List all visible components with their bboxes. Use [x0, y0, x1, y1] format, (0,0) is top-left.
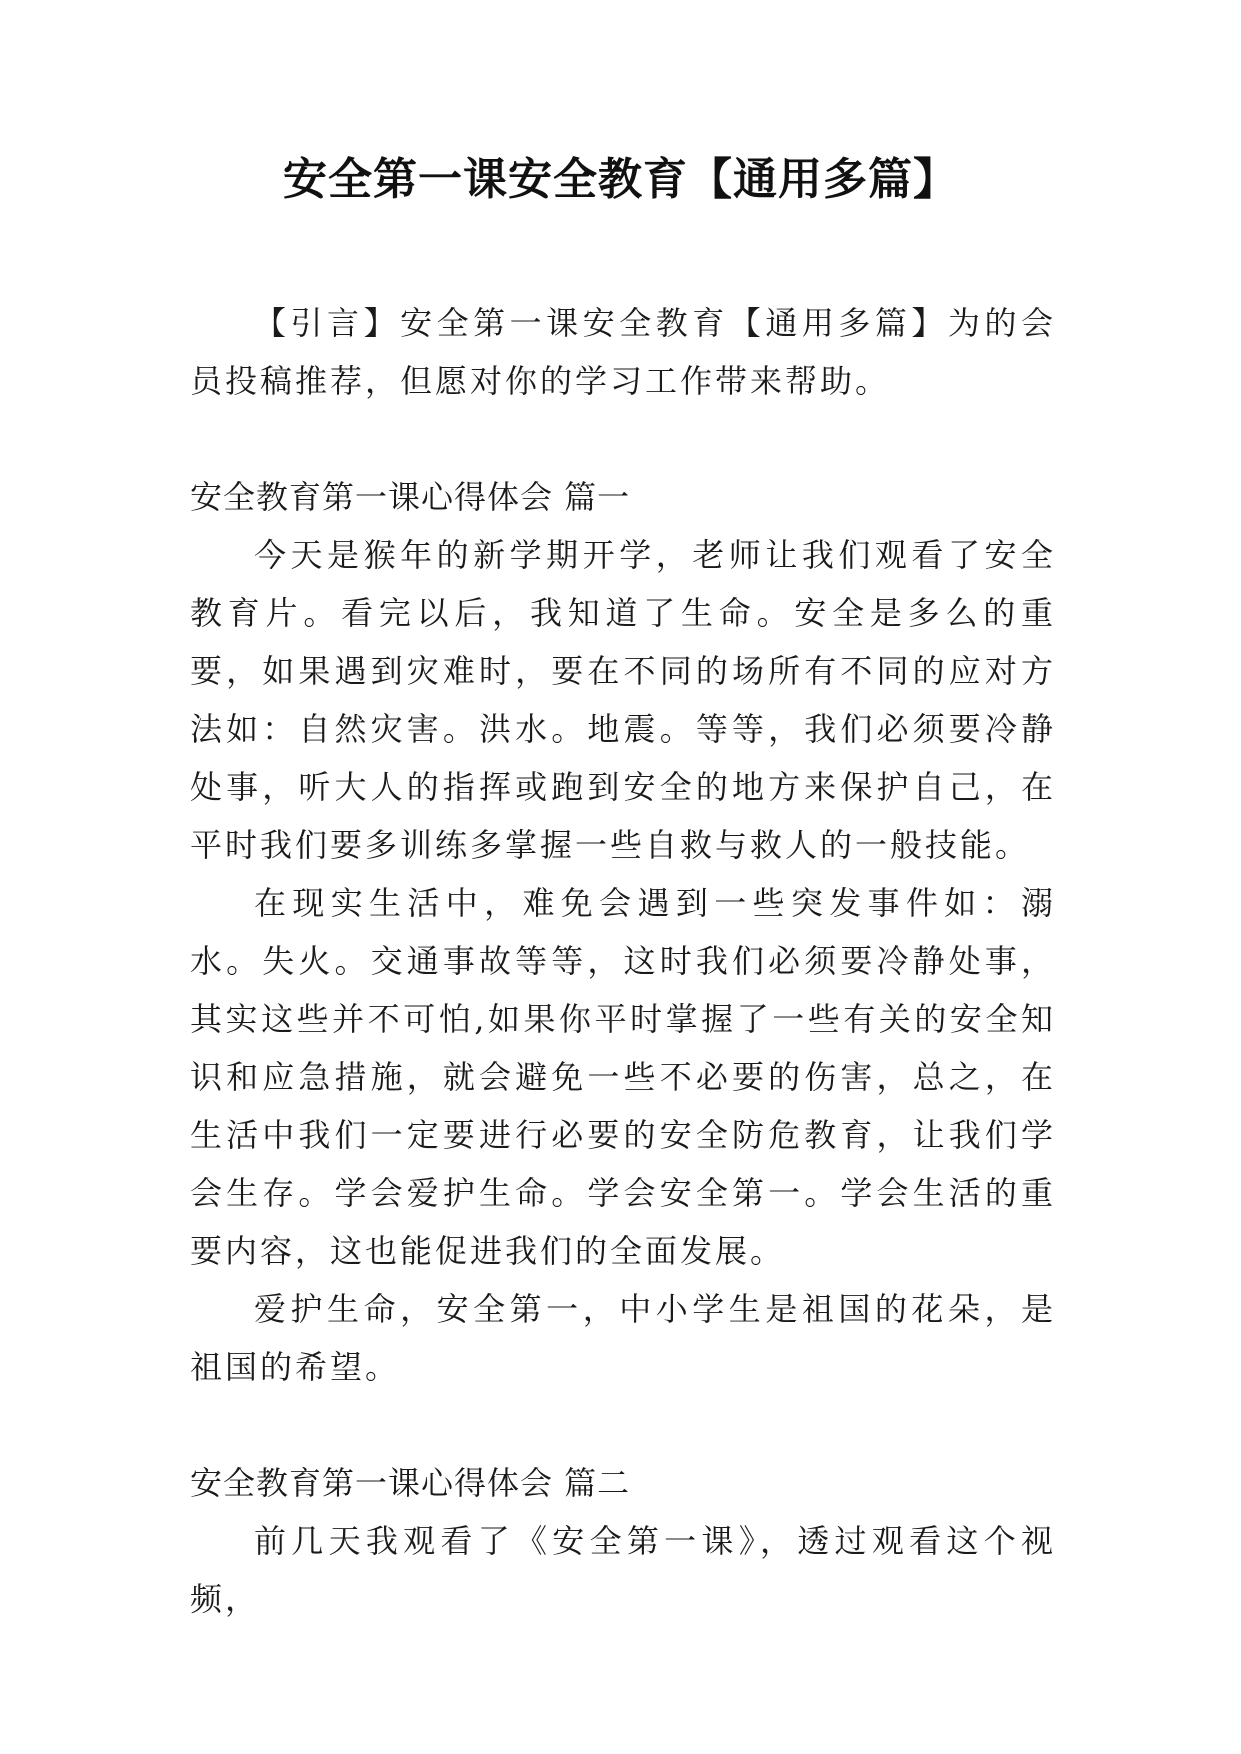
document-title: 安全第一课安全教育【通用多篇】	[283, 154, 958, 205]
spacer	[190, 410, 1056, 468]
body-paragraph: 今天是猴年的新学期开学，老师让我们观看了安全教育片。看完以后，我知道了生命。安全是多么的重要，如果遇到灾难时，要在不同的场所有不同的应对方法如：自然灾害。洪水。地震。等等，我们必须要冷静处事，听大人的指挥或跑到安全的地方来保护自己，在平时我们要多训练多掌握一些自救与救人的一般技能。	[190, 536, 1056, 864]
intro-paragraph: 【引言】安全第一课安全教育【通用多篇】为的会员投稿推荐，但愿对你的学习工作带来帮助。	[190, 304, 1056, 400]
body-paragraph: 前几天我观看了《安全第一课》，透过观看这个视频，	[190, 1522, 1056, 1618]
section-heading: 安全教育第一课心得体会 篇二	[190, 1464, 631, 1502]
document-body	[190, 294, 1056, 1628]
body-paragraph: 在现实生活中，难免会遇到一些突发事件如：溺水。失火。交通事故等等，这时我们必须要冷静处事，其实这些并不可怕,如果你平时掌握了一些有关的安全知识和应急措施，就会避免一些不必要的伤害，总之，在生活中我们一定要进行必要的安全防危教育，让我们学会生存。学会爱护生命。学会安全第一。学会生活的重要内容，这也能促进我们的全面发展。	[190, 884, 1056, 1270]
section-heading: 安全教育第一课心得体会 篇一	[190, 478, 631, 516]
body-paragraph: 爱护生命，安全第一，中小学生是祖国的花朵，是祖国的希望。	[190, 1290, 1056, 1386]
spacer	[190, 1396, 1056, 1454]
